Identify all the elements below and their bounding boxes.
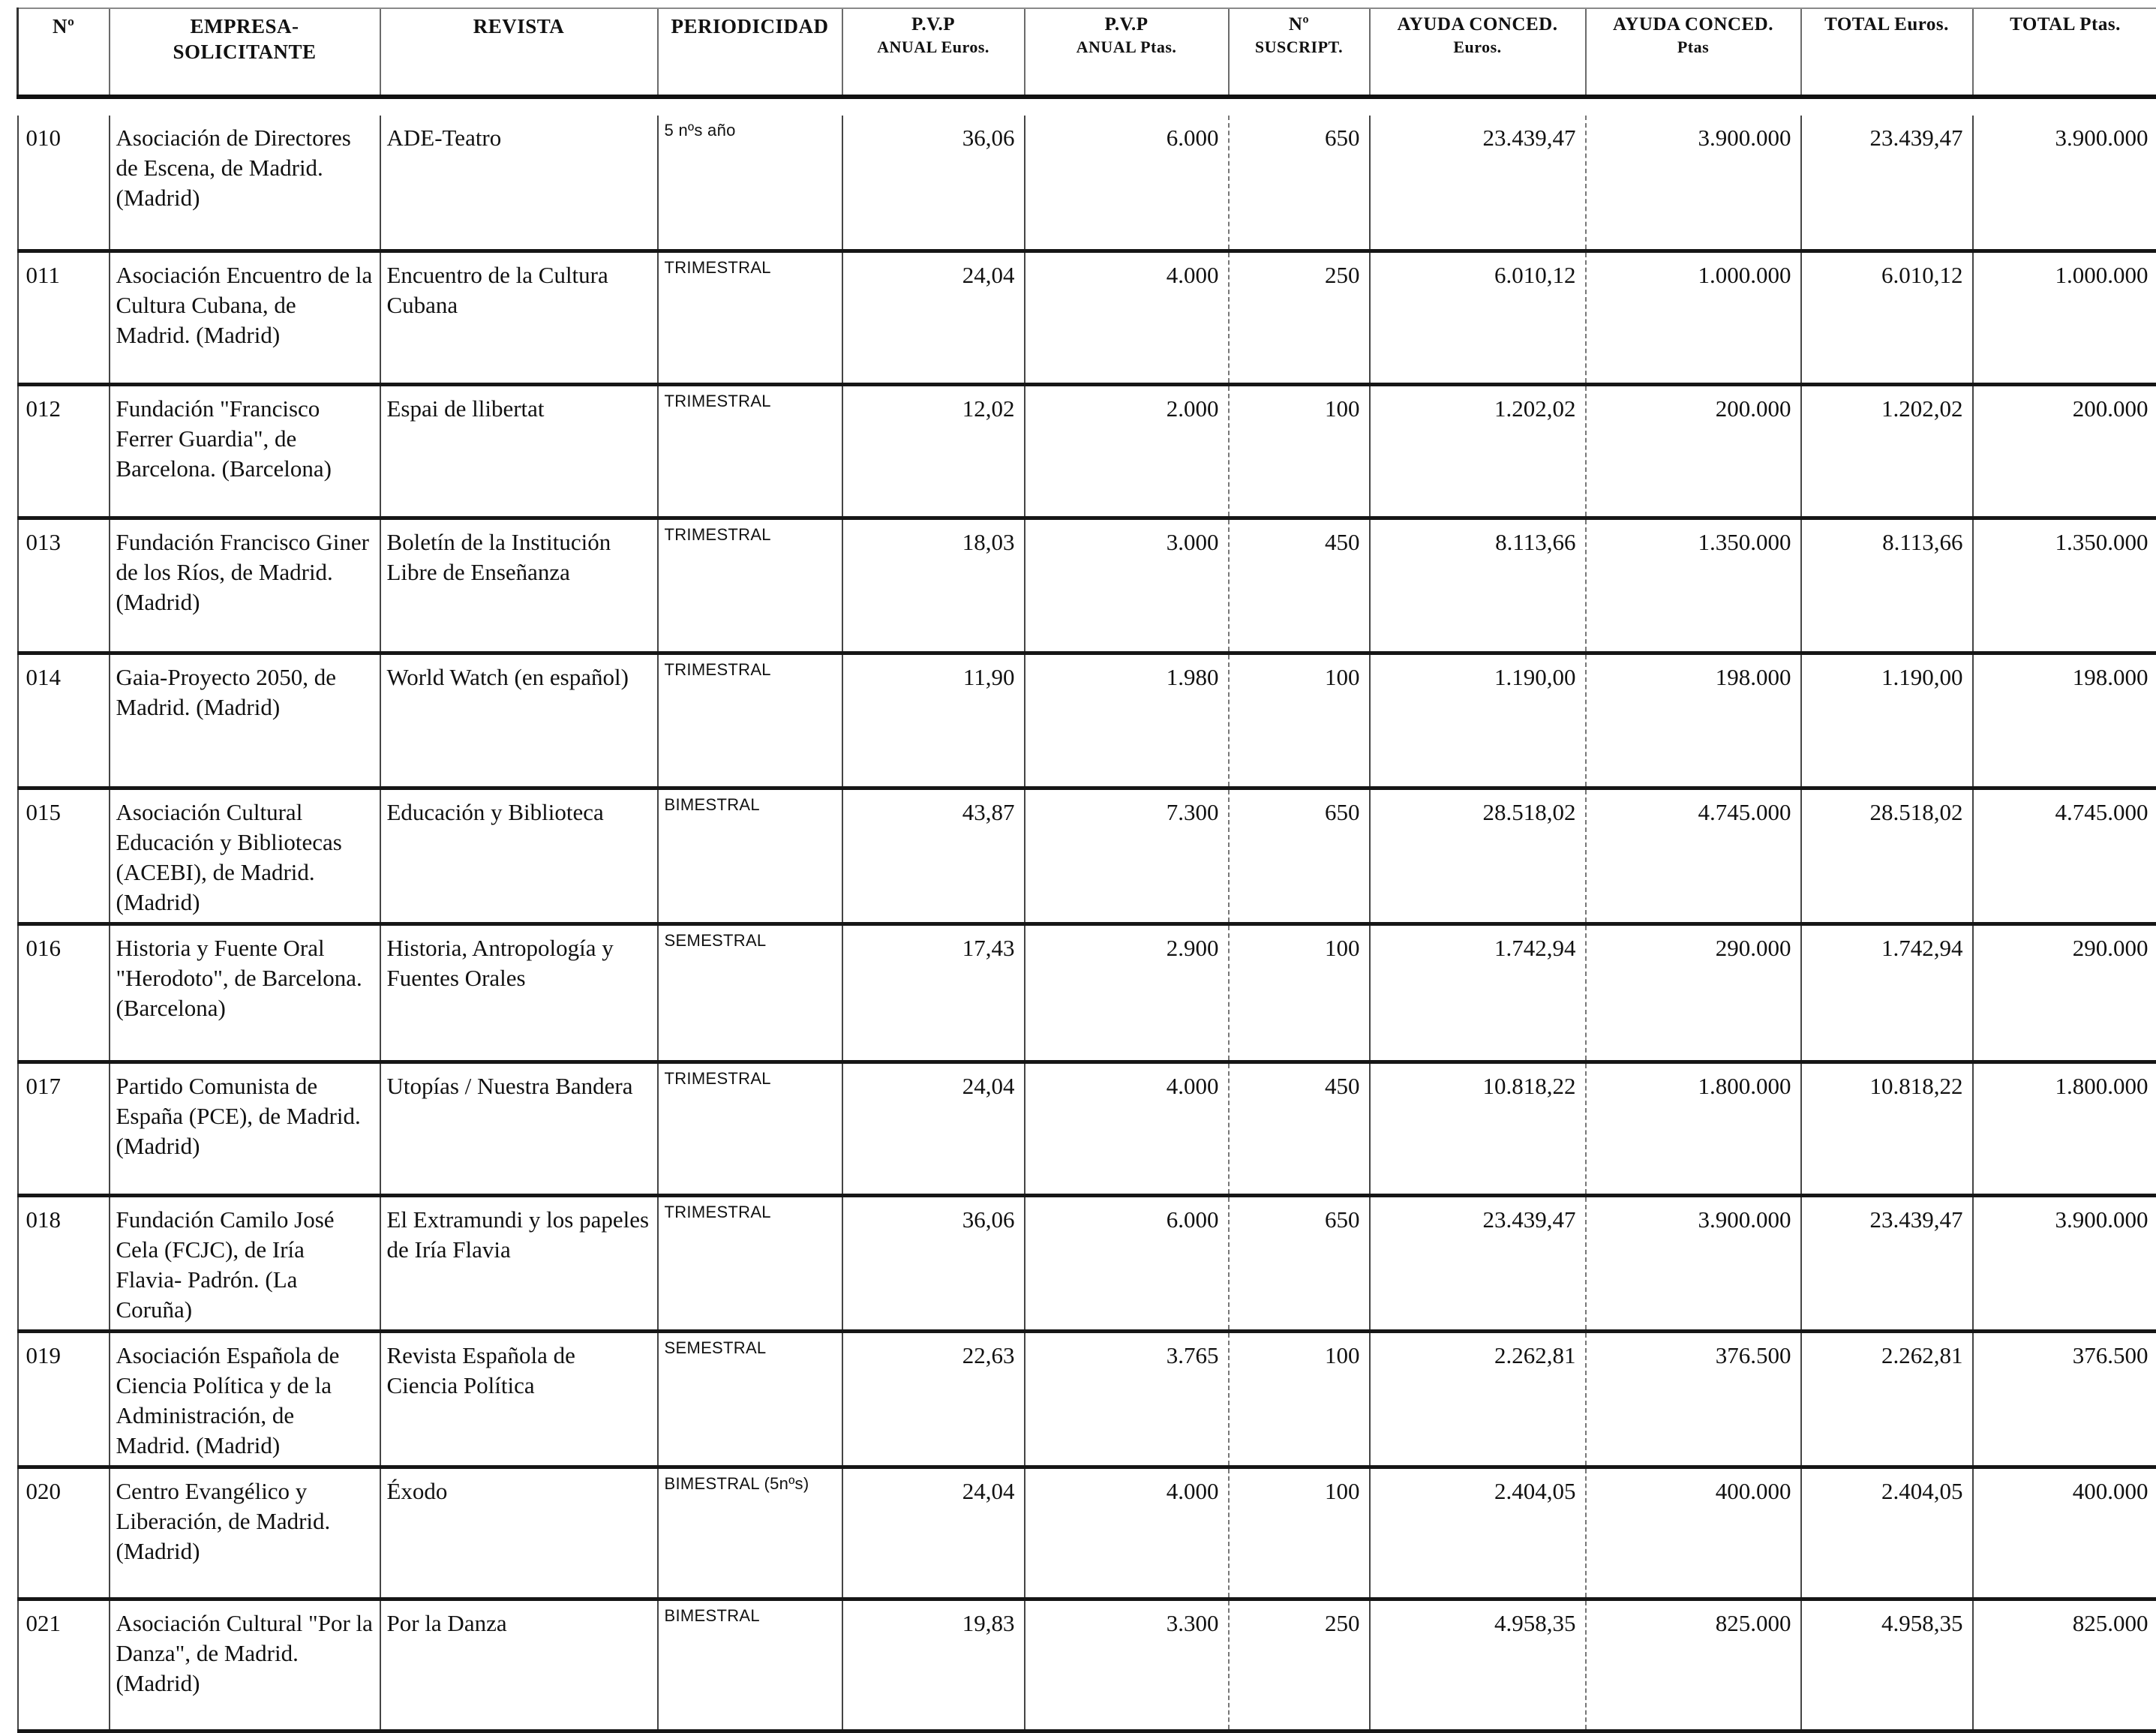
document-page <box>17 8 2156 1725</box>
cell-total-euros: 6.010,12 <box>1801 251 1973 384</box>
table-row <box>18 1195 2156 1331</box>
cell-pvp-ptas: 3.000 <box>1025 518 1229 653</box>
cell-empresa: Fundación Camilo José Cela (FCJC), de Iría Flavia- Padrón. (La Coruña) <box>110 1195 380 1331</box>
cell-total-ptas: 200.000 <box>1973 384 2156 518</box>
cell-empresa: Gaia-Proyecto 2050, de Madrid. (Madrid) <box>110 653 380 788</box>
header-ayuda-euros-line1: AYUDA CONCED. <box>1398 14 1558 35</box>
cell-suscript: 250 <box>1229 1599 1370 1731</box>
header-pvp-euros <box>842 8 1025 97</box>
cell-periodicidad: 5 nºs año <box>658 116 842 251</box>
cell-pvp-euros: 22,63 <box>842 1331 1025 1467</box>
cell-suscript: 650 <box>1229 116 1370 251</box>
cell-revista: Por la Danza <box>380 1599 658 1731</box>
cell-revista: El Extramundi y los papeles de Iría Flavia <box>380 1195 658 1331</box>
table-row <box>18 384 2156 518</box>
cell-suscript: 250 <box>1229 251 1370 384</box>
cell-ayuda-ptas: 825.000 <box>1586 1599 1801 1731</box>
table-row <box>18 1062 2156 1195</box>
cell-total-ptas: 3.900.000 <box>1973 116 2156 251</box>
cell-total-euros: 23.439,47 <box>1801 1195 1973 1331</box>
cell-ayuda-euros: 6.010,12 <box>1370 251 1586 384</box>
header-pvp-euros-line2: ANUAL Euros. <box>848 36 1019 59</box>
header-suscript-line1: Nº <box>1289 14 1309 35</box>
cell-periodicidad: TRIMESTRAL <box>658 518 842 653</box>
cell-num: 016 <box>18 924 110 1062</box>
cell-ayuda-ptas: 1.800.000 <box>1586 1062 1801 1195</box>
cell-pvp-ptas: 4.000 <box>1025 1467 1229 1599</box>
cell-pvp-ptas: 6.000 <box>1025 116 1229 251</box>
header-total-ptas-label: TOTAL Ptas. <box>2010 14 2121 35</box>
header-ayuda-ptas-line1: AYUDA CONCED. <box>1613 14 1773 35</box>
header-periodicidad <box>658 8 842 97</box>
cell-pvp-euros: 24,04 <box>842 1062 1025 1195</box>
cell-total-ptas: 376.500 <box>1973 1331 2156 1467</box>
cell-total-euros: 10.818,22 <box>1801 1062 1973 1195</box>
cell-pvp-euros: 12,02 <box>842 384 1025 518</box>
cell-num: 012 <box>18 384 110 518</box>
cell-num: 014 <box>18 653 110 788</box>
cell-ayuda-euros: 2.262,81 <box>1370 1331 1586 1467</box>
table-row <box>18 788 2156 924</box>
cell-pvp-euros: 11,90 <box>842 653 1025 788</box>
cell-ayuda-euros: 23.439,47 <box>1370 116 1586 251</box>
cell-revista: Boletín de la Institución Libre de Enseñanza <box>380 518 658 653</box>
header-num <box>18 8 110 97</box>
header-suscript <box>1229 8 1370 97</box>
cell-pvp-euros: 36,06 <box>842 116 1025 251</box>
cell-total-ptas: 4.745.000 <box>1973 788 2156 924</box>
cell-total-euros: 8.113,66 <box>1801 518 1973 653</box>
cell-ayuda-ptas: 3.900.000 <box>1586 116 1801 251</box>
cell-ayuda-euros: 2.404,05 <box>1370 1467 1586 1599</box>
cell-num: 020 <box>18 1467 110 1599</box>
cell-empresa: Fundación "Francisco Ferrer Guardia", de Barcelona. (Barcelona) <box>110 384 380 518</box>
cell-empresa: Centro Evangélico y Liberación, de Madrid. (Madrid) <box>110 1467 380 1599</box>
header-empresa <box>110 8 380 97</box>
cell-periodicidad: BIMESTRAL <box>658 1599 842 1731</box>
header-total-euros-label: TOTAL Euros. <box>1824 14 1949 35</box>
cell-pvp-euros: 18,03 <box>842 518 1025 653</box>
cell-pvp-ptas: 4.000 <box>1025 251 1229 384</box>
cell-ayuda-ptas: 290.000 <box>1586 924 1801 1062</box>
cell-ayuda-euros: 10.818,22 <box>1370 1062 1586 1195</box>
cell-total-euros: 1.202,02 <box>1801 384 1973 518</box>
cell-total-ptas: 1.350.000 <box>1973 518 2156 653</box>
header-total-ptas <box>1973 8 2156 97</box>
table-row <box>18 924 2156 1062</box>
cell-pvp-ptas: 3.300 <box>1025 1599 1229 1731</box>
cell-num: 011 <box>18 251 110 384</box>
cell-revista: Espai de llibertat <box>380 384 658 518</box>
header-total-euros <box>1801 8 1973 97</box>
cell-periodicidad: BIMESTRAL <box>658 788 842 924</box>
cell-total-euros: 4.958,35 <box>1801 1599 1973 1731</box>
cell-periodicidad: TRIMESTRAL <box>658 251 842 384</box>
table-row <box>18 518 2156 653</box>
cell-num: 021 <box>18 1599 110 1731</box>
header-ayuda-euros-line2: Euros. <box>1375 36 1581 59</box>
cell-periodicidad: SEMESTRAL <box>658 1331 842 1467</box>
cell-ayuda-euros: 1.742,94 <box>1370 924 1586 1062</box>
table-row <box>18 116 2156 251</box>
cell-pvp-euros: 24,04 <box>842 251 1025 384</box>
cell-suscript: 450 <box>1229 518 1370 653</box>
cell-suscript: 650 <box>1229 1195 1370 1331</box>
cell-pvp-euros: 17,43 <box>842 924 1025 1062</box>
cell-ayuda-euros: 4.958,35 <box>1370 1599 1586 1731</box>
header-ayuda-ptas <box>1586 8 1801 97</box>
cell-suscript: 100 <box>1229 1331 1370 1467</box>
header-suscript-line2: SUSCRIPT. <box>1234 36 1365 59</box>
cell-pvp-euros: 19,83 <box>842 1599 1025 1731</box>
cell-suscript: 450 <box>1229 1062 1370 1195</box>
cell-pvp-ptas: 7.300 <box>1025 788 1229 924</box>
header-empresa-line2: SOLICITANTE <box>173 41 316 63</box>
cell-periodicidad: TRIMESTRAL <box>658 384 842 518</box>
cell-ayuda-ptas: 198.000 <box>1586 653 1801 788</box>
cell-total-ptas: 1.000.000 <box>1973 251 2156 384</box>
header-num-label: Nº <box>53 15 74 38</box>
cell-revista: Revista Española de Ciencia Política <box>380 1331 658 1467</box>
cell-suscript: 100 <box>1229 924 1370 1062</box>
cell-revista: ADE-Teatro <box>380 116 658 251</box>
cell-ayuda-ptas: 400.000 <box>1586 1467 1801 1599</box>
cell-pvp-ptas: 1.980 <box>1025 653 1229 788</box>
cell-empresa: Asociación Cultural Educación y Bibliotecas (ACEBI), de Madrid. (Madrid) <box>110 788 380 924</box>
cell-ayuda-ptas: 376.500 <box>1586 1331 1801 1467</box>
cell-revista: Utopías / Nuestra Bandera <box>380 1062 658 1195</box>
cell-revista: World Watch (en español) <box>380 653 658 788</box>
header-revista-label: REVISTA <box>473 15 565 38</box>
cell-ayuda-euros: 8.113,66 <box>1370 518 1586 653</box>
cell-empresa: Partido Comunista de España (PCE), de Madrid. (Madrid) <box>110 1062 380 1195</box>
cell-pvp-ptas: 2.000 <box>1025 384 1229 518</box>
cell-suscript: 100 <box>1229 384 1370 518</box>
table-row <box>18 1331 2156 1467</box>
cell-empresa: Asociación Encuentro de la Cultura Cubana, de Madrid. (Madrid) <box>110 251 380 384</box>
cell-total-euros: 1.190,00 <box>1801 653 1973 788</box>
header-empresa-line1: EMPRESA- <box>191 15 299 38</box>
cell-ayuda-euros: 23.439,47 <box>1370 1195 1586 1331</box>
table-row <box>18 1467 2156 1599</box>
cell-total-euros: 28.518,02 <box>1801 788 1973 924</box>
cell-num: 018 <box>18 1195 110 1331</box>
cell-num: 015 <box>18 788 110 924</box>
cell-periodicidad: TRIMESTRAL <box>658 1195 842 1331</box>
cell-pvp-euros: 43,87 <box>842 788 1025 924</box>
header-pvp-ptas-line2: ANUAL Ptas. <box>1030 36 1224 59</box>
cell-pvp-euros: 36,06 <box>842 1195 1025 1331</box>
header-pvp-ptas <box>1025 8 1229 97</box>
header-periodicidad-label: PERIODICIDAD <box>671 15 828 38</box>
cell-revista: Educación y Biblioteca <box>380 788 658 924</box>
cell-total-euros: 23.439,47 <box>1801 116 1973 251</box>
cell-empresa: Asociación Cultural "Por la Danza", de Madrid. (Madrid) <box>110 1599 380 1731</box>
header-pvp-ptas-line1: P.V.P <box>1104 14 1148 35</box>
cell-pvp-ptas: 4.000 <box>1025 1062 1229 1195</box>
cell-periodicidad: BIMESTRAL (5nºs) <box>658 1467 842 1599</box>
cell-total-euros: 2.404,05 <box>1801 1467 1973 1599</box>
cell-total-ptas: 290.000 <box>1973 924 2156 1062</box>
table-row <box>18 251 2156 384</box>
cell-periodicidad: SEMESTRAL <box>658 924 842 1062</box>
cell-pvp-euros: 24,04 <box>842 1467 1025 1599</box>
cell-pvp-ptas: 3.765 <box>1025 1331 1229 1467</box>
header-ayuda-ptas-line2: Ptas <box>1591 36 1796 59</box>
table-body <box>18 97 2156 1731</box>
cell-total-ptas: 825.000 <box>1973 1599 2156 1731</box>
cell-total-ptas: 3.900.000 <box>1973 1195 2156 1331</box>
cell-num: 013 <box>18 518 110 653</box>
cell-empresa: Asociación de Directores de Escena, de Madrid. (Madrid) <box>110 116 380 251</box>
cell-ayuda-euros: 1.190,00 <box>1370 653 1586 788</box>
cell-ayuda-ptas: 3.900.000 <box>1586 1195 1801 1331</box>
cell-total-ptas: 198.000 <box>1973 653 2156 788</box>
cell-total-euros: 2.262,81 <box>1801 1331 1973 1467</box>
cell-periodicidad: TRIMESTRAL <box>658 653 842 788</box>
cell-total-ptas: 1.800.000 <box>1973 1062 2156 1195</box>
cell-ayuda-ptas: 4.745.000 <box>1586 788 1801 924</box>
cell-empresa: Asociación Española de Ciencia Política y de la Administración, de Madrid. (Madrid) <box>110 1331 380 1467</box>
cell-pvp-ptas: 2.900 <box>1025 924 1229 1062</box>
header-pvp-euros-line1: P.V.P <box>911 14 955 35</box>
header-ayuda-euros <box>1370 8 1586 97</box>
cell-ayuda-euros: 28.518,02 <box>1370 788 1586 924</box>
cell-ayuda-ptas: 200.000 <box>1586 384 1801 518</box>
cell-revista: Éxodo <box>380 1467 658 1599</box>
cell-periodicidad: TRIMESTRAL <box>658 1062 842 1195</box>
cell-empresa: Historia y Fuente Oral "Herodoto", de Barcelona. (Barcelona) <box>110 924 380 1062</box>
cell-pvp-ptas: 6.000 <box>1025 1195 1229 1331</box>
cell-revista: Historia, Antropología y Fuentes Orales <box>380 924 658 1062</box>
cell-empresa: Fundación Francisco Giner de los Ríos, de Madrid. (Madrid) <box>110 518 380 653</box>
cell-num: 019 <box>18 1331 110 1467</box>
cell-suscript: 100 <box>1229 1467 1370 1599</box>
cell-num: 010 <box>18 116 110 251</box>
cell-revista: Encuentro de la Cultura Cubana <box>380 251 658 384</box>
cell-num: 017 <box>18 1062 110 1195</box>
cell-ayuda-ptas: 1.000.000 <box>1586 251 1801 384</box>
cell-total-ptas: 400.000 <box>1973 1467 2156 1599</box>
cell-ayuda-euros: 1.202,02 <box>1370 384 1586 518</box>
grants-table <box>17 8 2156 1733</box>
header-revista <box>380 8 658 97</box>
cell-suscript: 100 <box>1229 653 1370 788</box>
cell-suscript: 650 <box>1229 788 1370 924</box>
cell-ayuda-ptas: 1.350.000 <box>1586 518 1801 653</box>
cell-total-euros: 1.742,94 <box>1801 924 1973 1062</box>
table-row <box>18 1599 2156 1731</box>
table-row <box>18 653 2156 788</box>
table-header <box>18 8 2156 97</box>
